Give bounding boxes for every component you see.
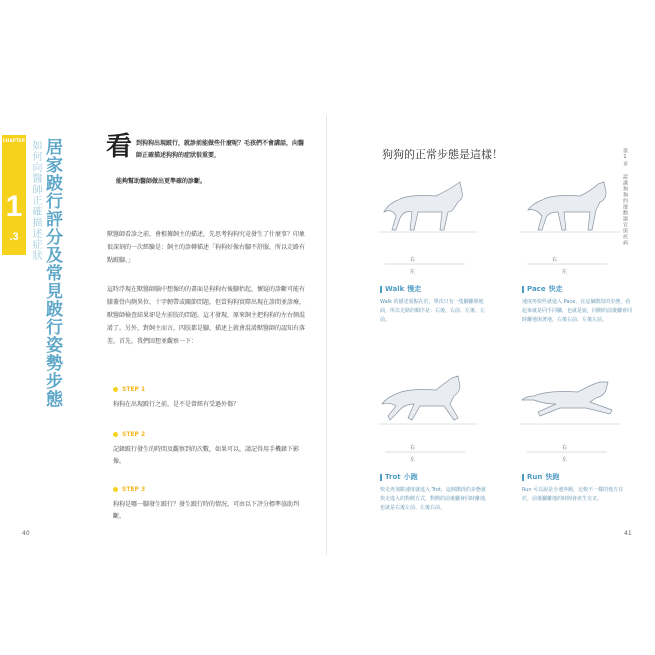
gait-description: 快走再加點速度就進入 Trot，這個階段的步態就快走進入的對側方式，對側的前後腳會同時離地，也就是右後左前、左後右前。 [380,487,491,511]
book-spine [326,115,327,555]
chapter-tab [2,135,26,255]
gait-description: 速度再快些就進入 Pace，在這個階段的步態，看起來就是同手同腳，也就是說，同側的前後腳會同時離地與著地，右後右前、左後左前。 [522,299,633,323]
step-label: STEP 1 [122,386,146,393]
leg-label-right: 右 [410,257,416,263]
dog-walk-illustration [378,178,478,238]
gait-timeline [385,450,465,454]
chapter-number: 1 [5,190,23,223]
gait-timeline [527,262,607,266]
page-number-left: 40 [22,530,30,537]
gait-run [522,472,632,504]
step-text: 記錄跛行發生的時間及觀察到的次數，如果可以，請記得用手機錄下影像。 [113,446,300,465]
gait-name-en: Pace [527,285,546,293]
section-subtitle: 如何向醫師正確描述症狀 [30,140,41,261]
intro-lead: 到狗狗出現跛行，就診前能做些什麼呢？毛孩們不會講話，向醫師正確描述狗狗的症狀很重要， [136,140,305,159]
step-text: 狗狗在出現跛行之前，是不是曾經有受過外傷？ [113,401,240,408]
step-item [113,486,303,523]
drop-cap: 看 [106,132,133,162]
gait-name-zh: 快走 [548,285,563,293]
gait-heading: 狗狗的正常步態是這樣！ [382,148,503,161]
gait-name-en: Walk [385,285,405,293]
gait-name-en: Trot [385,473,401,481]
step-label: STEP 3 [122,486,146,493]
step-item [113,386,303,411]
chapter-tab-label: CHAPTER [2,138,26,143]
running-head: 第1章 認識狗狗的運動器官與疾病 [622,148,628,246]
gait-pace [522,284,632,325]
bullet-dot [113,487,118,492]
gait-name-zh: 慢走 [407,285,422,293]
step-item [113,431,303,468]
leg-label-left: 左 [562,269,568,275]
intro-lead-end: 能夠幫助醫師做出更準確的診斷。 [116,178,207,185]
gait-timeline [385,262,465,266]
title-bar [380,286,382,293]
leg-label-right: 右 [562,445,568,451]
title-bar [522,474,524,481]
leg-label-left: 左 [410,269,416,275]
step-label: STEP 2 [122,431,146,438]
bullet-dot [113,432,118,437]
dog-pace-illustration [520,178,620,238]
leg-label-right: 右 [552,257,558,263]
leg-label-left: 左 [410,457,416,463]
gait-timeline [527,450,607,454]
gait-name-zh: 小跑 [403,473,418,481]
gait-name-en: Run [527,473,543,481]
leg-label-right: 右 [410,445,416,451]
leg-label-left: 左 [562,457,568,463]
step-text: 狗狗是哪一腳發生跛行？發生跛行時的情況，可由以下評分標準協助判斷。 [113,501,300,520]
gait-trot [380,472,490,513]
bullet-dot [113,387,118,392]
page-number-right: 41 [624,530,632,537]
body-paragraph-1: 獸醫師看診之前，會根據飼主的描述，先思考狗狗究竟發生了什麼事？印象很深刻的一次經驗是：飼主的診轉描述「狗狗好像右腳不舒服，所以走路有點跛腳。」 [107,231,306,264]
section-number: .3 [9,231,19,243]
gait-description: Run 可以說是全速奔跑，比較不一樣的地方在於，前後腳離地的時間會產生交叉。 [522,487,624,502]
section-title: 居家跛行評分及常見跛行姿勢步態 [42,138,62,408]
gait-walk [380,284,490,325]
body-paragraph-2: 這時浮現在獸醫師腦中想像的的畫面是狗狗右後腳抬起，懷疑的診斷可能有膝蓋骨內側異位、十字韌帶或關節問題。但當狗狗實際出現在診間並診療，獸醫師檢查結果卻是左前肢的問題。這才發現，原來飼主把狗狗的左右側混淆了。另外，對飼主而言，四肢都是腳，描述上就會混淆獸醫師的認知有落差。首先，我們回想並觀察一下： [107,286,306,345]
gait-description: Walk 的描述重點在於，單次只有一隻腳離開地面，所以走路的順序是：右後、右前、左後、左前。 [380,299,486,323]
dog-run-illustration [520,370,620,430]
gait-name-zh: 快跑 [545,473,560,481]
title-bar [380,474,382,481]
title-bar [522,286,524,293]
dog-trot-illustration [378,370,478,430]
